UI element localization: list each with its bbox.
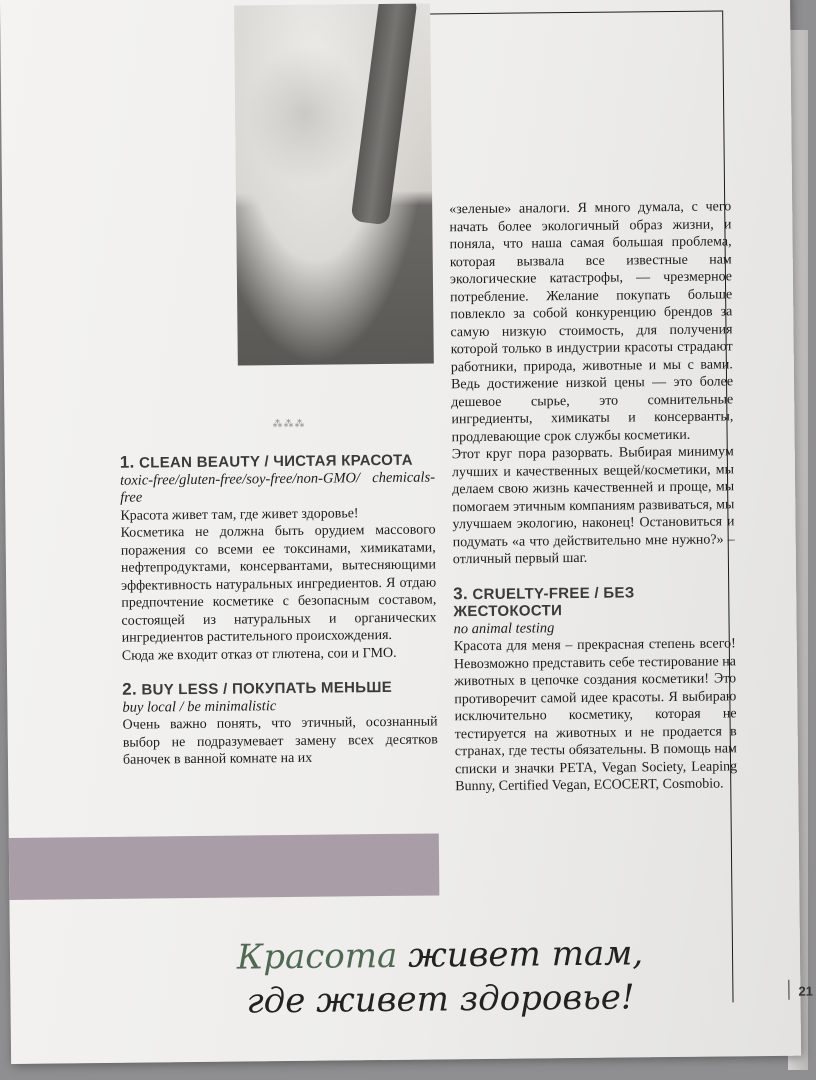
section3-paragraph: Красота для меня – прекрасная степень всего! Невозможно представить себе тестирование на животных в цепочке создания косметики! Это противоречит самой идее красоты. Я выбираю исключительно косметику, которая не тестируется на животных и не продается в странах, где тесты обязательны. В помощь нам списки и значки PETA, Vegan Society, Leaping Bunny, Certified Vegan, ECOCERT, Cosmobio. <box>453 636 738 795</box>
page-number: 21 <box>798 983 813 999</box>
bag-photo <box>234 3 434 365</box>
section1-number: 1. <box>119 452 135 472</box>
continued-paragraph: «зеленые» аналоги. Я много думала, с чего начать более экологичный образ жизни, и поняла, что наша самая большая проблема, которая вызвала все известные нам экологические катастрофы, — чрезмерное потребление. Желание покупать больше повлекло за собой конкуренцию брендов за самую низкую стоимость, для получения которой только в индустрии красоты страдают работники, природа, животные и мы с вами. Ведь достижение низкой цены — это более дешевое сырье, это сомнительные ингредиенты, химикаты и консерванты, продлевающие срок службы косметики. <box>449 199 734 445</box>
section2-number: 2. <box>122 679 138 699</box>
accent-band <box>9 833 440 899</box>
quote-line1-rest: живет там, <box>397 933 644 976</box>
section3-number: 3. <box>453 583 469 603</box>
section1-title: CLEAN BEAUTY / ЧИСТАЯ КРАСОТА <box>139 451 413 472</box>
section2-subtitle: buy local / be minimalistic <box>122 697 277 716</box>
section1-subtitle: toxic-free/gluten-free/soy-free/non-GMO/ chemicals-free <box>119 468 436 506</box>
page-number-rule <box>788 980 789 1000</box>
section1-paragraph: Красота живет там, где живет здоровье! <box>120 505 359 524</box>
frame-line-top <box>430 10 722 14</box>
section1-paragraph: Косметика не должна быть орудием массового поражения со всеми ее токсинами, химикатами, нефтепродуктами, консервантами, вытесняющими эффективность натуральных ингредиентов. Я отдаю предпочтение косметике с безопасным составом, состоящей из натуральных и органических ингредиентов растительного происхождения. <box>120 522 437 646</box>
ornament: ⁂⁂⁂ <box>272 418 306 431</box>
section3-title: CRUELTY-FREE / БЕЗ ЖЕСТОКОСТИ <box>453 583 635 621</box>
section3-subtitle: no animal testing <box>453 619 555 637</box>
quote-line2: где живет здоровье! <box>246 977 635 1022</box>
section3-heading <box>453 582 735 621</box>
quote-accent-word: Красота <box>236 935 398 978</box>
photo-fabric-fold <box>244 44 365 185</box>
section2-heading <box>122 677 437 699</box>
right-column <box>449 198 737 795</box>
section1-paragraph: Сюда же входит отказ от глютена, сои и ГМО. <box>121 645 397 664</box>
section2-paragraph: Очень важно понять, что этичный, осознанный выбор не подразумевает замену всех десятков баночек в ванной комнате на их <box>122 714 438 768</box>
spacer <box>453 566 735 583</box>
left-column <box>120 448 438 769</box>
section2-title: BUY LESS / ПОКУПАТЬ МЕНЬШЕ <box>141 678 393 699</box>
pull-quote <box>220 931 661 1024</box>
continued-paragraph: Этот круг пора разорвать. Выбирая минимум лучших и качественных вещей/косметики, мы делаем свою жизнь качественней и проще, мы помогаем этичным компаниям развиваться, мы улучшаем экологию, наконец! Остановиться и подумать «а что действительно мне нужно?» – отличный первый шаг. <box>451 444 735 568</box>
